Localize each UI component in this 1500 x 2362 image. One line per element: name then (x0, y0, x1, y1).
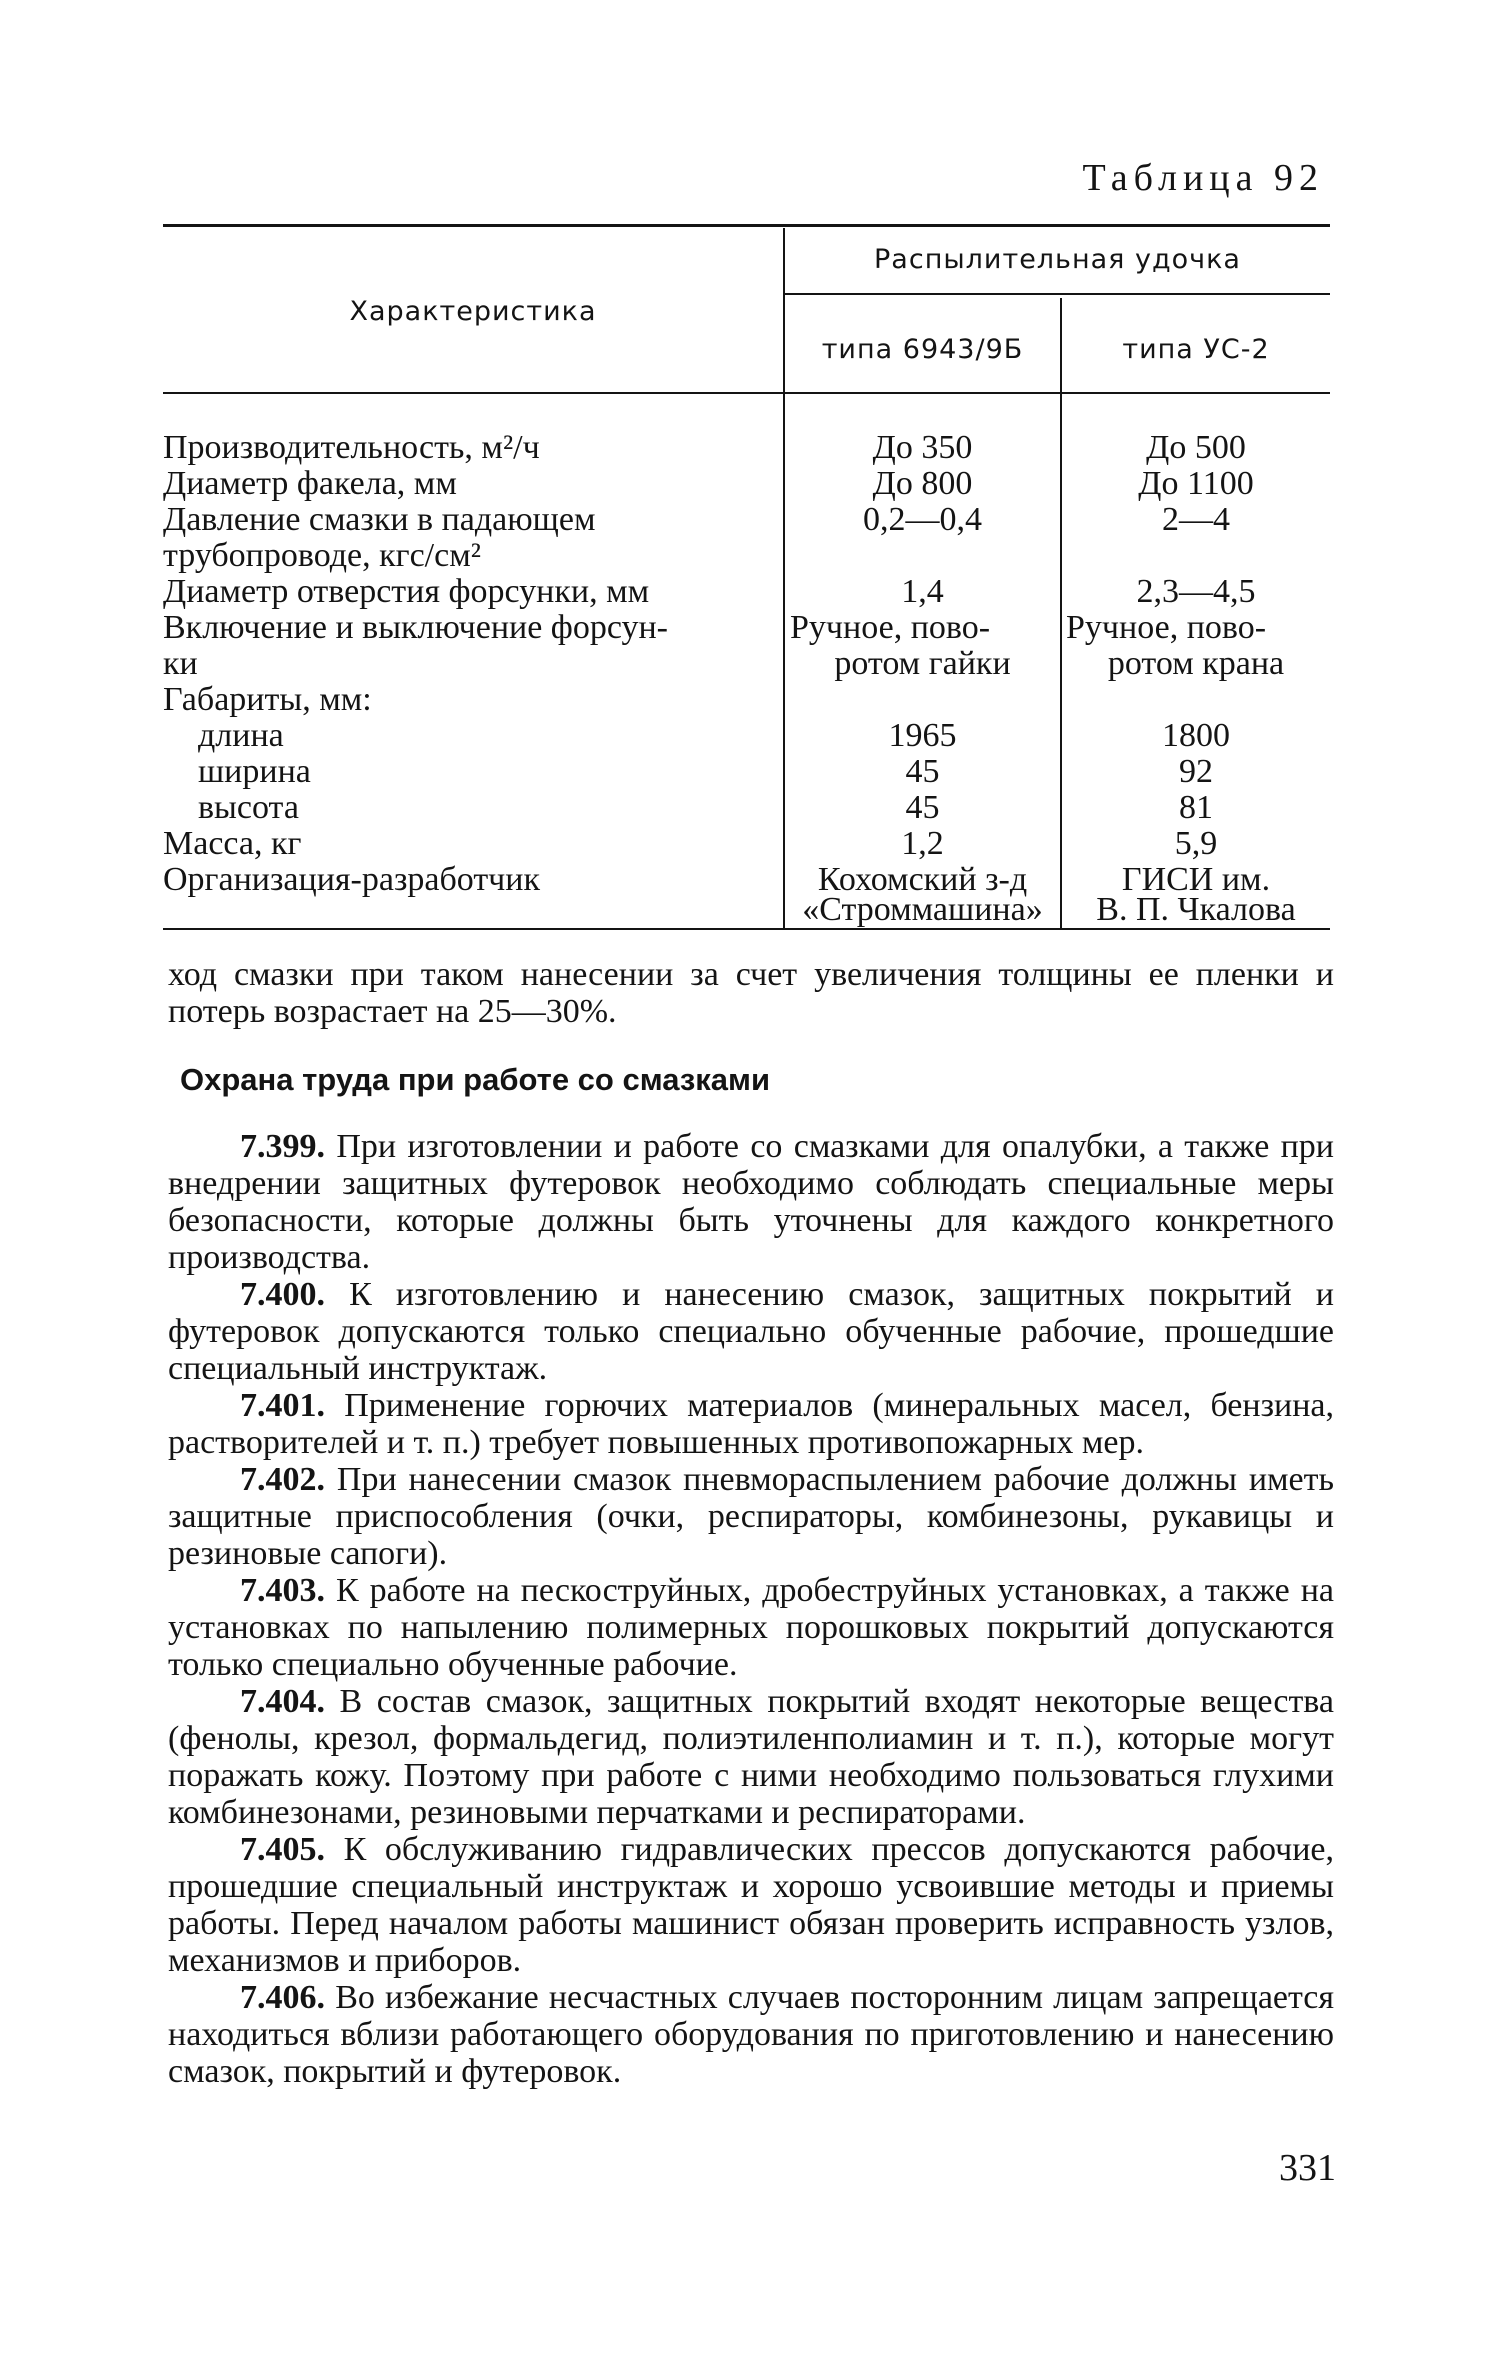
paragraph-text: К работе на пескоструйных, дробеструйных установках, а также на установках по напылению полимерных порошковых покрытий допускаются только специально обученные рабочие. (168, 1572, 1335, 1683)
header-characteristic: Характеристика (349, 296, 597, 327)
col2-value: 2—4 (1162, 501, 1230, 538)
col1-value: 1,4 (901, 573, 944, 610)
row-label: Производительность, м²/ч (163, 429, 540, 466)
paragraph-text: При нанесении смазок пневмораспылением рабочие должны иметь защитные приспособления (очки, респираторы, комбинезоны, рукавицы и резиновые сапоги). (168, 1461, 1334, 1572)
col2-value: До 500 (1146, 429, 1246, 466)
paragraph-text: Во избежание несчастных случаев посторонним лицам запрещается находиться вблизи работающего оборудования по приготовлению и нанесению смазок, покрытий и футеровок. (168, 1979, 1335, 2090)
paragraph-text: К обслуживанию гидравлических прессов допускаются рабочие, прошедшие специальный инструктаж и хорошо усвоившие методы и приемы работы. Перед началом работы машинист обязан проверить исправность узлов, механизмов и приборов. (168, 1831, 1334, 1979)
col1-value: «Строммашина» (802, 891, 1043, 928)
row-label-sub: ширина (198, 753, 311, 790)
table-caption: Таблица 92 (1082, 157, 1324, 199)
col1-value: 0,2—0,4 (863, 501, 982, 538)
col1-value: 45 (905, 789, 940, 826)
col2-value: В. П. Чкалова (1096, 891, 1296, 928)
paragraph-number: 7.405. (240, 1831, 325, 1868)
header-col1: типа 6943/9Б (821, 334, 1024, 365)
row-label-sub: высота (198, 789, 299, 826)
col1-value: До 350 (872, 429, 973, 466)
paragraph-number: 7.406. (240, 1979, 325, 2016)
col1-value: Кохомский з-д (817, 861, 1028, 898)
paragraph-text: Применение горючих материалов (минеральных масел, бензина, растворителей и т. п.) требует повышенных противопожарных мер. (168, 1387, 1334, 1461)
paragraph-text: К изготовлению и нанесению смазок, защитных покрытий и футеровок допускаются только специально обученные рабочие, прошедшие специальный инструктаж. (168, 1276, 1334, 1387)
row-label (163, 502, 741, 538)
table-top-rule (163, 224, 1330, 227)
paragraph-list (168, 1128, 1334, 2090)
paragraph (168, 1276, 1334, 1387)
paragraph (168, 1461, 1334, 1572)
header-col2: типа УС-2 (1122, 334, 1270, 365)
header-bottom-rule (163, 392, 1330, 394)
intro-text: ход смазки при таком нанесении за счет увеличения толщины ее пленки и потерь возрастает на 25—30%. (168, 956, 1334, 1030)
row-label: Диаметр отверстия форсунки, мм (163, 573, 650, 610)
paragraph-text: При изготовлении и работе со смазками для опалубки, а также при внедрении защитных футеровок необходимо соблюдать специальные меры безопасности, которые должны быть уточнены для каждого конкретного производства. (168, 1128, 1334, 1276)
paragraph (168, 1387, 1334, 1461)
paragraph (168, 1683, 1334, 1831)
row-label-sub: длина (198, 717, 284, 754)
col2-value: 5,9 (1174, 825, 1218, 862)
paragraph-number: 7.399. (240, 1128, 325, 1165)
row-label: Диаметр факела, мм (163, 465, 457, 502)
col2-value: 1800 (1162, 717, 1230, 754)
section-heading: Охрана труда при работе со смазками (180, 1062, 770, 1097)
row-label-continuation: трубопроводе, кгс/см² (163, 537, 481, 574)
col1-value: 1965 (888, 717, 957, 754)
col2-value: 2,3—4,5 (1136, 573, 1256, 610)
header-group-rule (783, 293, 1330, 295)
paragraph-number: 7.404. (240, 1683, 325, 1720)
intro-paragraph (168, 956, 1334, 1030)
row-label: Организация-разработчик (163, 861, 540, 898)
paragraph (168, 1979, 1334, 2090)
paragraph (168, 1572, 1334, 1683)
col1-value: 1,2 (901, 825, 944, 862)
paragraph-number: 7.401. (240, 1387, 325, 1424)
col1-value: До 800 (872, 465, 973, 502)
col2-value: До 1100 (1138, 465, 1254, 502)
header-group: Распылительная удочка (874, 244, 1241, 275)
paragraph-number: 7.400. (240, 1276, 325, 1313)
table-bottom-rule (163, 928, 1330, 930)
col2-value: 81 (1179, 789, 1213, 826)
col1-value: 45 (905, 753, 940, 790)
paragraph-number: 7.403. (240, 1572, 325, 1609)
col2-value: Ручное, пово- (1066, 609, 1267, 646)
row-label: Масса, кг (163, 825, 302, 862)
page-number: 331 (1279, 2147, 1336, 2189)
col2-value: ротом крана (1107, 645, 1285, 682)
row-label: Включение и выключение форсун- (163, 609, 668, 646)
row-label: Габариты, мм: (163, 681, 372, 718)
col1-value: ротом гайки (834, 645, 1011, 682)
col1-value: Ручное, пово- (790, 609, 991, 646)
col2-value: ГИСИ им. (1121, 861, 1271, 898)
paragraph-number: 7.402. (240, 1461, 325, 1498)
paragraph-text: В состав смазок, защитных покрытий входят некоторые вещества (фенолы, крезол, формальдегид, полиэтиленполиамин и т. п.), которые могут поражать кожу. Поэтому при работе с ними необходимо пользоваться глухими комбинезонами, резиновыми перчатками и респираторами. (168, 1683, 1335, 1831)
row-label-line: Давление смазки в падающем (163, 501, 596, 538)
paragraph (168, 1831, 1334, 1979)
row-label-continuation: ки (163, 645, 198, 682)
paragraph (168, 1128, 1334, 1276)
col2-value: 92 (1179, 753, 1213, 790)
